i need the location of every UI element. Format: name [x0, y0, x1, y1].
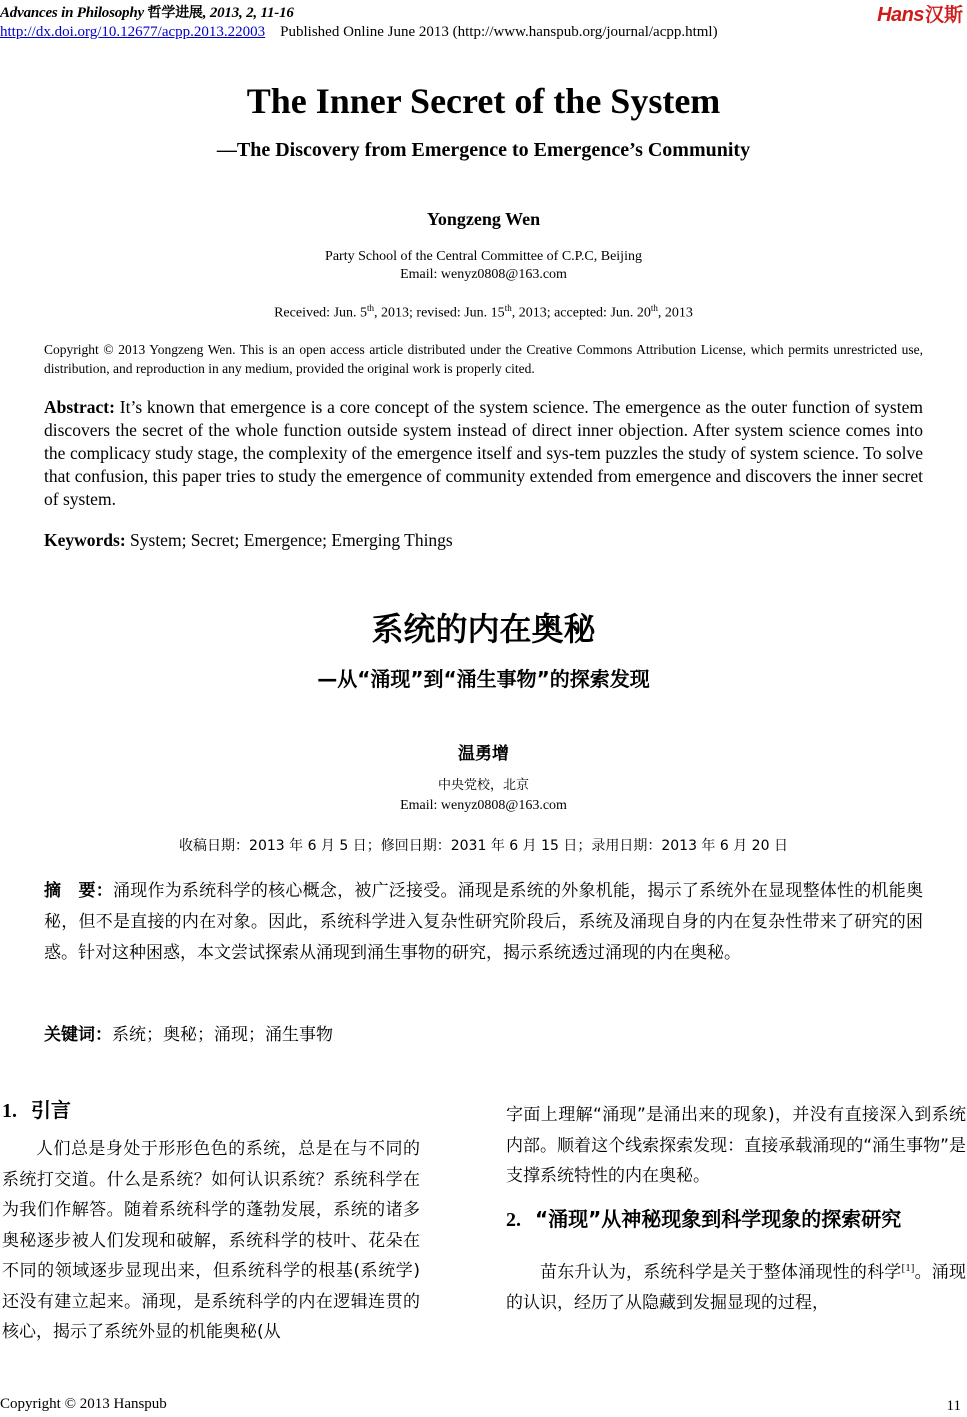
paper-title: The Inner Secret of the System	[246, 81, 721, 121]
author-affiliation-cn	[0, 776, 967, 816]
journal-header	[0, 2, 294, 22]
abstract-text-cn: 涌现作为系统科学的核心概念，被广泛接受。涌现是系统的外象机能，揭示了系统外在显现整体性的机能奥秘，但不是直接的内在对象。因此，系统科学进入复杂性研究阶段后，系统及涌现自身的内在复杂性带来了研究的困惑。针对这种困惑，本文尝试探索从涌现到涌生事物的研究，揭示系统透过涌现的内在奥秘。	[44, 881, 924, 963]
section-2-heading	[506, 1204, 966, 1235]
paragraph-text: 苗东升认为，系统科学是关于整体涌现性的科学	[540, 1262, 902, 1283]
abstract-label-cn: 摘 要：	[44, 881, 113, 901]
publication-info	[0, 24, 718, 41]
footer-copyright: Copyright © 2013 Hanspub	[0, 1396, 167, 1412]
affiliation-text: Party School of the Central Committee of C.P.C, Beijing	[325, 249, 642, 264]
logo-text-en: Hans	[877, 4, 924, 26]
accepted-year: , 2013	[657, 305, 693, 321]
section-2-paragraph	[506, 1253, 966, 1319]
abstract-en	[44, 396, 923, 511]
keywords-text: System; Secret; Emergence; Emerging Things	[125, 530, 453, 550]
abstract-label: Abstract:	[44, 397, 115, 417]
section-number: 1.	[2, 1100, 17, 1122]
doi-link[interactable]: http://dx.doi.org/10.12677/acpp.2013.22003	[0, 24, 266, 40]
page-number: 11	[946, 1398, 961, 1414]
body-column-left	[2, 1095, 420, 1348]
author-email: Email: wenyz0808@163.com	[400, 267, 567, 282]
affiliation-text-cn: 中央党校，北京	[437, 778, 529, 793]
published-online: Published Online June 2013 (http://www.hanspub.org/journal/acpp.html)	[280, 24, 718, 40]
paper-subtitle: —The Discovery from Emergence to Emergence’s Community	[216, 139, 751, 161]
revised-date: , 2013; revised: Jun. 15	[374, 305, 505, 321]
section-title: “涌现”从神秘现象到科学现象的探索研究	[534, 1206, 902, 1231]
section-1-paragraph: 人们总是身处于形形色色的系统，总是在与不同的系统打交道。什么是系统？如何认识系统？系统科学在为我们作解答。随着系统科学的蓬勃发展，系统的诸多奥秘逐步被人们发现和破解，系统科学的枝叶、花朵在不同的领域逐步显现出来，但系统科学的根基(系统学)还没有建立起来。涌现，是系统科学的内在逻辑连贯的核心，揭示了系统外显的机能奥秘(从	[2, 1139, 420, 1342]
abstract-text: It’s known that emergence is a core concept of the system science. The emergence as the outer function of system discovers the secret of the whole function outside system instead of direct inner objection. After system science comes into the complicacy study stage, the complexity of the emergence itself and sys-tem puzzles the study of system science. To solve that confusion, this paper tries to study the emergence of community extended from emergence and discovers the inner secret of system.	[44, 397, 923, 509]
accepted-date: , 2013; accepted: Jun. 20	[511, 305, 651, 321]
copyright-notice: Copyright © 2013 Yongzeng Wen. This is an open access article distributed under the Creative Commons Attribution License, which permits unrestricted use, distribution, and reproduction in any medium, provided the original work is properly cited.	[44, 342, 923, 376]
journal-name: Advances in Philosophy	[0, 5, 144, 21]
keywords-text-cn: 系统；奥秘；涌现；涌生事物	[112, 1025, 333, 1045]
author-name: Yongzeng Wen	[426, 209, 541, 229]
body-column-right	[506, 1100, 966, 1318]
paper-subtitle-cn: —从“涌现”到“涌生事物”的探索发现	[317, 667, 650, 691]
article-dates	[0, 303, 967, 322]
logo-text-cn: 汉斯	[924, 4, 963, 26]
journal-citation: , 2013, 2, 11-16	[202, 5, 294, 21]
keywords-cn	[44, 1020, 923, 1045]
hanspub-logo	[877, 0, 963, 27]
author-affiliation	[0, 248, 967, 284]
journal-name-cn: 哲学进展	[147, 5, 203, 21]
date-suffix: th	[650, 303, 658, 313]
keywords-label: Keywords:	[44, 530, 126, 550]
author-email-cn: Email: wenyz0808@163.com	[400, 798, 567, 813]
citation-reference[interactable]: [1]	[901, 1261, 915, 1274]
author-name-cn: 温勇增	[458, 744, 509, 764]
received-date: Received: Jun. 5	[274, 305, 368, 321]
date-suffix: th	[504, 303, 512, 313]
paragraph-text: 。涌现的认识，经历了从隐藏到发掘显现的过程，	[506, 1262, 967, 1313]
section-1-heading	[2, 1095, 420, 1126]
section-1-paragraph-continued: 字面上理解“涌现”是涌出来的现象)，并没有直接深入到系统内部。顺着这个线索探索发现：直接承载涌现的“涌生事物”是支撑系统特性的内在奥秘。	[506, 1105, 966, 1186]
paper-title-cn: 系统的内在奥秘	[371, 610, 596, 648]
abstract-cn	[44, 876, 923, 969]
article-dates-cn: 收稿日期：2013 年 6 月 5 日；修回日期：2031 年 6 月 15 日；录用日期：2013 年 6 月 20 日	[179, 838, 788, 854]
date-suffix: th	[367, 303, 375, 313]
keywords-label-cn: 关键词：	[44, 1025, 112, 1045]
keywords-en	[44, 530, 923, 551]
section-number: 2.	[506, 1208, 521, 1231]
section-title: 引言	[30, 1098, 71, 1122]
